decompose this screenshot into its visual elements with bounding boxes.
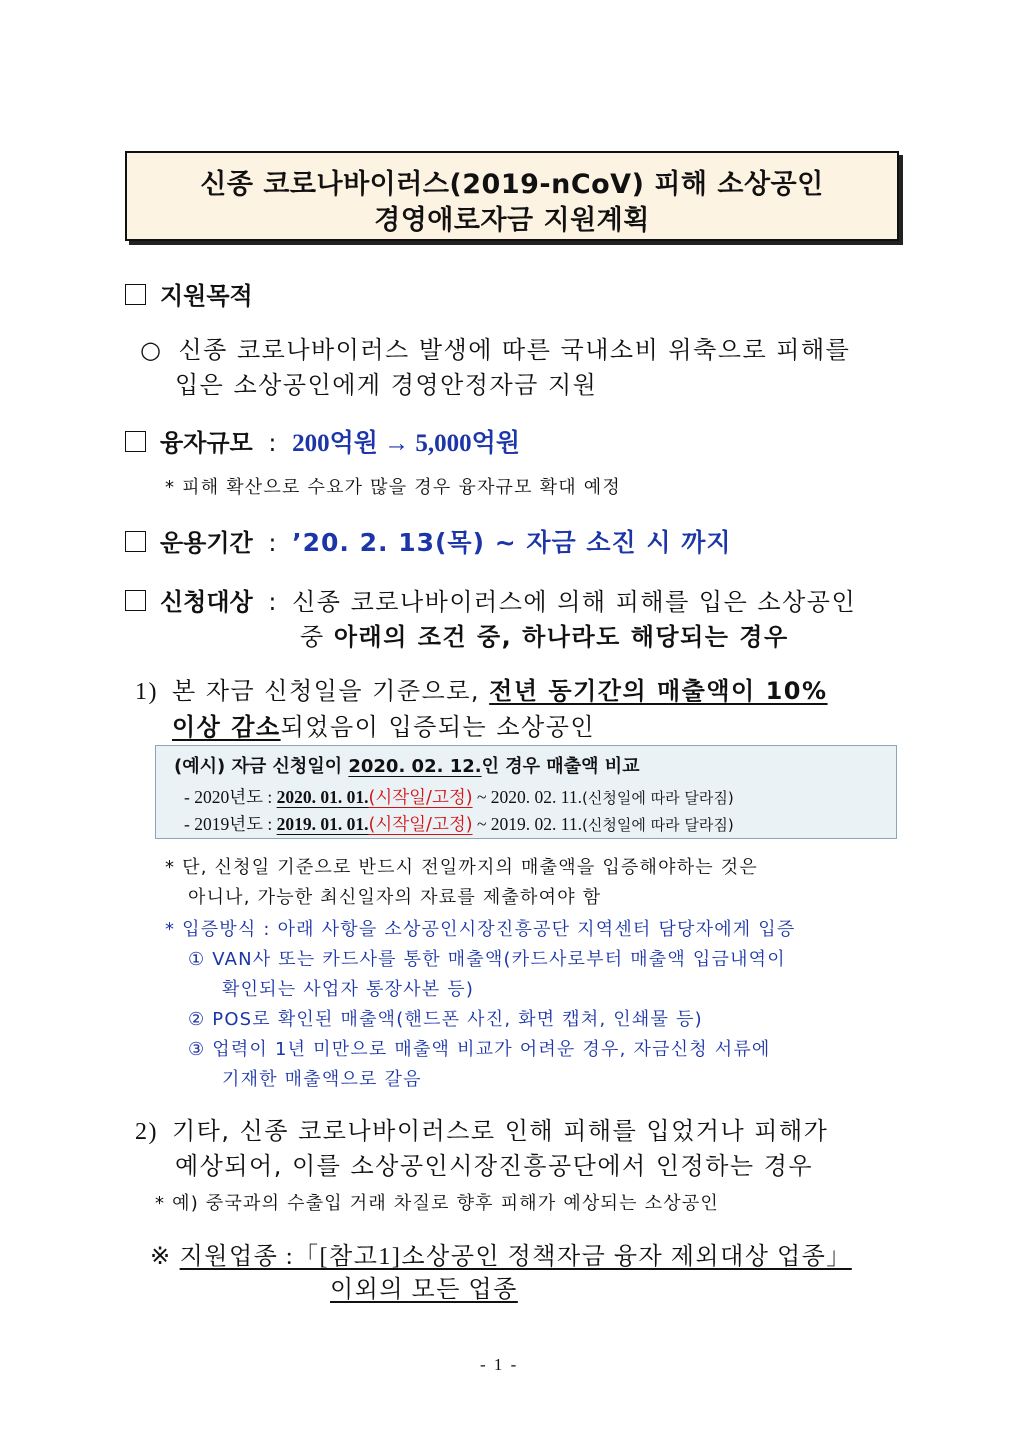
- condition-1-line-2: [172, 707, 595, 742]
- method-1-line-2: 확인되는 사업자 통장사본 등): [222, 979, 475, 1000]
- target-line-1: 신종 코로나바이러스에 의해 피해를 입은 소상공인: [292, 588, 857, 616]
- example-row-2019: [184, 811, 734, 836]
- section-purpose: [125, 276, 253, 311]
- scale-colon: :: [268, 429, 277, 457]
- target-line-2: [300, 617, 789, 652]
- condition-1-text-a: 본 자금 신청일을 기준으로,: [172, 677, 490, 705]
- example-row-start: 2019. 01. 01.: [276, 814, 369, 834]
- industry-line-2: [330, 1269, 518, 1304]
- example-row-2020: [184, 784, 734, 809]
- target-line2-bold: 아래의 조건 중, 하나라도 해당되는 경우: [333, 623, 789, 651]
- purpose-line-2: 입은 소상공인에게 경영안정자금 지원: [175, 371, 598, 399]
- condition-2-number: 2): [135, 1119, 158, 1145]
- condition-2-note: * 예) 중국과의 수출입 거래 차질로 향후 피해가 예상되는 소상공인: [155, 1193, 720, 1214]
- example-row-note: (신청일에 따라 달라짐): [582, 816, 734, 834]
- industry-text-2: 이외의 모든 업종: [330, 1277, 518, 1303]
- example-row-prefix: - 2020년도 :: [184, 787, 277, 807]
- target-colon: :: [268, 588, 277, 616]
- circle-bullet-icon: ○: [140, 336, 163, 364]
- method-3-line-1: ③ 업력이 1년 미만으로 매출액 비교가 어려운 경우, 자금신청 서류에: [188, 1039, 771, 1060]
- period-value: ’20. 2. 13(목) ~ 자금 소진 시 까지: [292, 528, 732, 557]
- reference-mark-icon: ※: [150, 1244, 172, 1270]
- period-heading: 운용기간: [160, 529, 253, 557]
- period-colon: :: [268, 529, 277, 557]
- section-scale: [125, 423, 520, 459]
- title-line-2: 경영애로자금 지원계획: [374, 205, 650, 236]
- section-target: [125, 582, 856, 617]
- example-row-start: 2020. 01. 01.: [276, 787, 369, 807]
- target-heading: 신청대상: [160, 588, 253, 616]
- example-head-b: 2020. 02. 12.: [348, 756, 482, 777]
- scale-value: 200억원 → 5,000억원: [292, 430, 520, 457]
- title-line-1: 신종 코로나바이러스(2019-nCoV) 피해 소상공인: [200, 169, 824, 200]
- example-row-end: ~ 2019. 02. 11.: [472, 814, 583, 834]
- condition-1-text-b: 전년 동기간의 매출액이 10%: [489, 677, 828, 705]
- checkbox-square-icon: [125, 531, 146, 552]
- condition-1-line-1: [135, 671, 828, 706]
- purpose-text-1: 신종 코로나바이러스 발생에 따른 국내소비 위축으로 피해를: [178, 336, 851, 364]
- example-box: [155, 745, 897, 839]
- condition-1-emphasis: 이상 감소: [172, 713, 281, 741]
- condition-2-line-2: 예상되어, 이를 소상공인시장진흥공단에서 인정하는 경우: [175, 1152, 814, 1180]
- condition-1-rest: 되었음이 입증되는 소상공인: [280, 713, 596, 741]
- checkbox-square-icon: [125, 284, 146, 305]
- note-1-line-1: * 단, 신청일 기준으로 반드시 전일까지의 매출액을 입증해야하는 것은: [165, 857, 758, 878]
- example-head-c: 인 경우 매출액 비교: [481, 756, 640, 777]
- purpose-line-1: [140, 330, 850, 365]
- condition-2-text-1: 기타, 신종 코로나바이러스로 인해 피해를 입었거나 피해가: [172, 1117, 829, 1145]
- checkbox-square-icon: [125, 590, 146, 611]
- purpose-heading: 지원목적: [160, 282, 253, 310]
- condition-1-number: 1): [135, 679, 158, 705]
- example-row-note: (신청일에 따라 달라짐): [582, 789, 734, 807]
- method-2: ② POS로 확인된 매출액(핸드폰 사진, 화면 캡쳐, 인쇄물 등): [188, 1009, 703, 1030]
- example-row-end: ~ 2020. 02. 11.: [472, 787, 583, 807]
- method-1-line-1: ① VAN사 또는 카드사를 통한 매출액(카드사로부터 매출액 입금내역이: [188, 949, 786, 970]
- checkbox-square-icon: [125, 431, 146, 452]
- condition-2-line-1: [135, 1111, 828, 1146]
- method-3-line-2: 기재한 매출액으로 갈음: [222, 1069, 422, 1090]
- example-row-tag: (시작일/고정): [368, 815, 473, 835]
- title-box: [125, 151, 899, 241]
- target-line2-prefix: 중: [300, 623, 334, 651]
- section-period: [125, 523, 732, 559]
- note-2-method: * 입증방식 : 아래 사항을 소상공인시장진흥공단 지역센터 담당자에게 입증: [165, 919, 796, 940]
- industry-line-1: [150, 1236, 852, 1271]
- note-1-line-2: 아니나, 가능한 최신일자의 자료를 제출하여야 함: [188, 887, 602, 908]
- scale-heading: 융자규모: [160, 429, 253, 457]
- example-row-prefix: - 2019년도 :: [184, 814, 277, 834]
- page-number: - 1 -: [480, 1355, 519, 1374]
- scale-note: * 피해 확산으로 수요가 많을 경우 융자규모 확대 예정: [165, 477, 621, 498]
- industry-text-1: 지원업종 :「[참고1]소상공인 정책자금 융자 제외대상 업종」: [179, 1244, 852, 1270]
- example-head-a: (예시) 자금 신청일이: [174, 756, 349, 777]
- example-heading: [174, 752, 640, 778]
- example-row-tag: (시작일/고정): [368, 788, 473, 808]
